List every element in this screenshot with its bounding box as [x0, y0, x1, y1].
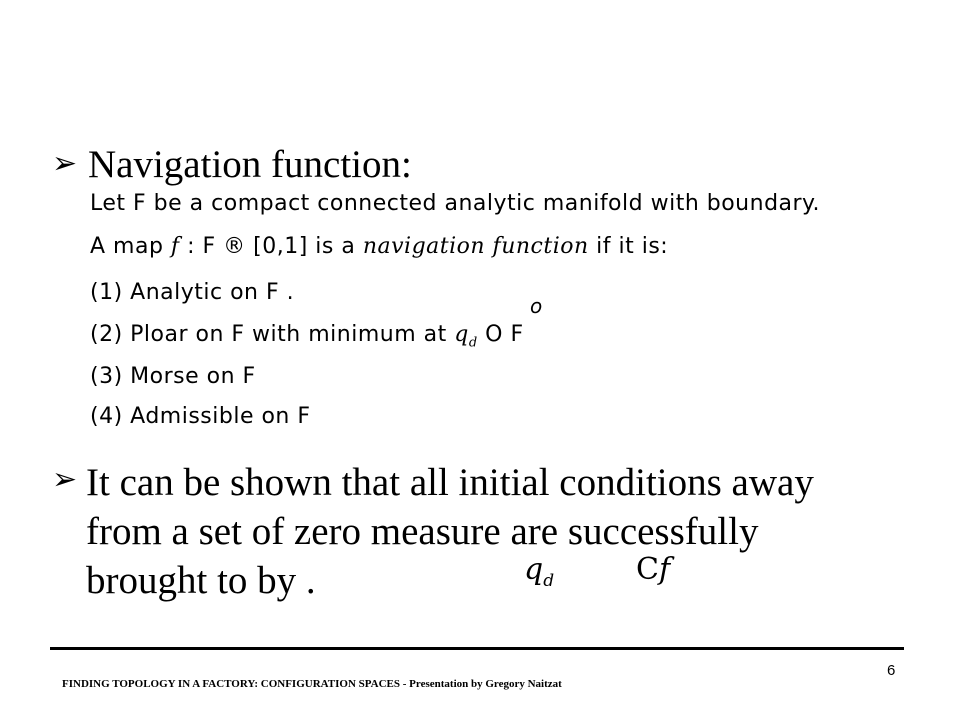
q-symbol: q — [454, 322, 469, 347]
math-q: q — [524, 552, 544, 587]
interval: [0,1] — [253, 234, 308, 259]
definition-line-2 — [90, 234, 668, 259]
condition-1-text: (1) Analytic on F . — [90, 280, 295, 305]
condition-3-text: (3) Morse on F — [90, 364, 256, 389]
footer-text: FINDING TOPOLOGY IN A FACTORY: CONFIGURATION SPACES - Presentation by Gregory Naitzat — [62, 678, 562, 690]
bullet-arrow-icon: ➢ — [52, 146, 78, 181]
definition-line-1 — [90, 191, 820, 216]
math-f: f — [658, 552, 671, 587]
math-q-d — [524, 552, 554, 591]
map-arrow-text: : F ® — [179, 234, 254, 259]
term-navigation-function: navigation function — [362, 234, 589, 259]
condition-4 — [90, 404, 311, 429]
conclusion-line-1: It can be shown that all initial conditions away — [86, 461, 814, 504]
slide-heading: Navigation function: — [88, 143, 412, 186]
interior-accent: o — [530, 294, 543, 318]
math-q-subscript: d — [543, 571, 555, 591]
if-it-is-text: if it is: — [588, 234, 669, 259]
conclusion-line-2: from a set of zero measure are successfully — [86, 510, 759, 553]
page-number: 6 — [887, 662, 896, 679]
footer-divider — [50, 647, 904, 650]
conclusion-line-3: brought to by . — [86, 559, 316, 602]
interior-f: Ο F — [477, 322, 524, 347]
function-symbol: f — [170, 234, 180, 259]
definition-text: Let F be a compact connected analytic manifold with boundary. — [90, 191, 820, 216]
condition-2 — [90, 322, 524, 350]
conclusion-paragraph — [86, 458, 906, 605]
condition-4-text: (4) Admissible on F — [90, 404, 311, 429]
math-c: C — [636, 552, 659, 587]
is-text: is a — [307, 234, 363, 259]
math-c-f — [636, 552, 670, 587]
condition-1 — [90, 280, 294, 305]
q-subscript: d — [468, 335, 478, 351]
condition-3 — [90, 364, 256, 389]
condition-2-text: (2) Ploar on F with minimum at — [90, 322, 455, 347]
map-prefix: A map — [90, 234, 171, 259]
bullet-arrow-icon: ➢ — [52, 462, 78, 497]
